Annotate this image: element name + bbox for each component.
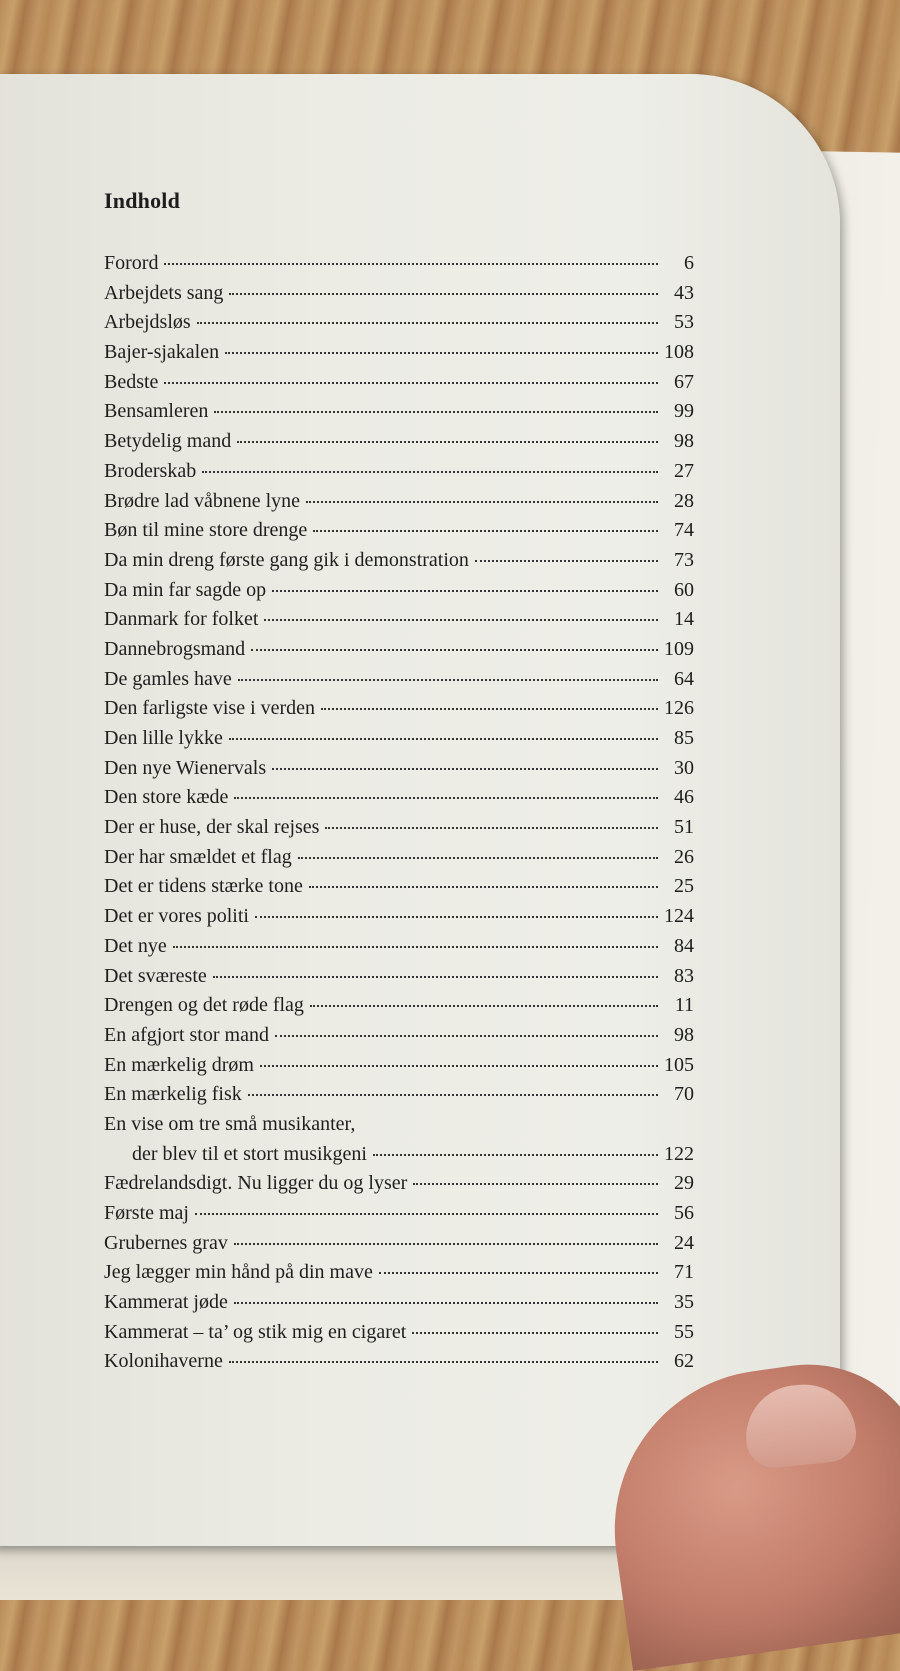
toc-entry-label: Det er vores politi xyxy=(104,905,249,928)
toc-entry-page: 25 xyxy=(674,875,694,898)
toc-entry xyxy=(104,1051,694,1081)
toc-entry xyxy=(104,457,694,487)
leader-dots xyxy=(272,590,658,592)
toc-entry-label: En afgjort stor mand xyxy=(104,1023,269,1046)
toc-entry-label: Den store kæde xyxy=(104,786,229,809)
toc-entry xyxy=(104,516,694,546)
toc-entry-page: 85 xyxy=(674,727,694,749)
leader-dots xyxy=(173,946,658,948)
toc-entry-page: 35 xyxy=(674,1291,694,1314)
toc-entry-label: Bajer-sjakalen xyxy=(104,341,220,364)
toc-entry xyxy=(104,427,694,457)
toc-entry-label: En mærkelig fisk xyxy=(104,1083,242,1106)
leader-dots xyxy=(238,679,658,681)
toc-entry-page: 56 xyxy=(674,1202,694,1224)
toc-entry xyxy=(104,843,694,873)
toc-entry xyxy=(104,249,694,279)
toc-entry-label: Bedste xyxy=(104,370,159,393)
leader-dots xyxy=(325,827,658,829)
toc-entry xyxy=(104,1347,694,1377)
toc-entry-label: Der har smældet et flag xyxy=(104,845,292,868)
toc-entry-label: En vise om tre små musikanter, xyxy=(104,1112,356,1135)
toc-entry-label: Den lille lykke xyxy=(104,727,223,749)
toc-entry-label: Da min dreng første gang gik i demonstration xyxy=(104,548,469,571)
toc-entry-label: Forord xyxy=(104,252,159,274)
leader-dots xyxy=(412,1332,658,1334)
toc-entry xyxy=(104,338,694,368)
toc-entry-page: 51 xyxy=(674,816,694,839)
toc-entry-page: 73 xyxy=(674,548,694,571)
toc-entry xyxy=(104,1318,694,1348)
toc-entry-page: 30 xyxy=(674,756,694,779)
toc-entry-page: 84 xyxy=(674,934,694,957)
toc-entry xyxy=(104,932,694,962)
toc-entry-page: 83 xyxy=(674,964,694,987)
toc-entry-label: Kammerat – ta’ og stik mig en cigaret xyxy=(104,1320,407,1343)
toc-entry xyxy=(104,1288,694,1318)
toc-entry xyxy=(104,1080,694,1110)
toc-entry-page: 98 xyxy=(674,430,694,453)
leader-dots xyxy=(413,1183,658,1185)
table-of-contents xyxy=(104,188,694,1377)
toc-entry-page: 11 xyxy=(674,994,694,1017)
toc-entry-page: 108 xyxy=(664,341,694,364)
leader-dots xyxy=(195,1213,658,1215)
leader-dots xyxy=(260,1065,658,1067)
toc-entry-page: 14 xyxy=(674,608,694,631)
leader-dots xyxy=(234,1302,658,1304)
leader-dots xyxy=(229,1361,658,1363)
toc-entry xyxy=(104,783,694,813)
toc-entry-label: Broderskab xyxy=(104,459,197,482)
toc-entry-label: Danmark for folket xyxy=(104,608,259,631)
toc-entry-page: 27 xyxy=(674,459,694,482)
leader-dots xyxy=(306,501,658,503)
toc-entry xyxy=(104,991,694,1021)
toc-entry xyxy=(104,368,694,398)
toc-entry-label: Bensamleren xyxy=(104,400,209,423)
toc-entry-page: 70 xyxy=(674,1083,694,1106)
toc-entry-page: 60 xyxy=(674,578,694,601)
toc-entry-label: Den farligste vise i verden xyxy=(104,697,316,720)
toc-entry-label: Bøn til mine store drenge xyxy=(104,519,308,542)
toc-entry xyxy=(104,754,694,784)
toc-entry-label: der blev til et stort musikgeni xyxy=(132,1142,367,1165)
toc-entry-label: Arbejdets sang xyxy=(104,281,224,304)
toc-entry-page: 71 xyxy=(674,1261,694,1284)
toc-entry xyxy=(104,665,694,695)
toc-entry xyxy=(104,1169,694,1199)
toc-entry-page: 53 xyxy=(674,311,694,334)
toc-entry xyxy=(104,813,694,843)
toc-entry xyxy=(104,872,694,902)
toc-entry-page: 64 xyxy=(674,667,694,690)
leader-dots xyxy=(164,382,658,384)
toc-entry-label: Det er tidens stærke tone xyxy=(104,875,303,898)
leader-dots xyxy=(373,1154,658,1156)
leader-dots xyxy=(225,352,658,354)
toc-entry xyxy=(104,397,694,427)
toc-entry xyxy=(104,1021,694,1051)
toc-entry-label: Da min far sagde op xyxy=(104,578,267,601)
leader-dots xyxy=(237,441,658,443)
toc-entry-label: Brødre lad våbnene lyne xyxy=(104,489,301,512)
toc-entry xyxy=(104,962,694,992)
leader-dots xyxy=(234,797,658,799)
toc-entry xyxy=(104,279,694,309)
leader-dots xyxy=(164,263,658,265)
toc-entry xyxy=(104,1140,694,1170)
leader-dots xyxy=(229,738,658,740)
toc-entry-label: Den nye Wienervals xyxy=(104,756,267,779)
toc-entry-page: 28 xyxy=(674,489,694,512)
toc-entry xyxy=(104,724,694,754)
toc-entry-page: 98 xyxy=(674,1023,694,1046)
toc-entry-label: En mærkelig drøm xyxy=(104,1053,254,1076)
page-title: Indhold xyxy=(104,188,181,213)
toc-entry xyxy=(104,1110,694,1140)
toc-entry-page: 26 xyxy=(674,845,694,868)
toc-entry-page: 62 xyxy=(674,1350,694,1373)
toc-entry-page: 55 xyxy=(674,1320,694,1343)
toc-entry-label: Kammerat jøde xyxy=(104,1291,228,1314)
toc-entry-label: Fædrelandsdigt. Nu ligger du og lyser xyxy=(104,1172,408,1195)
toc-entry-label: Grubernes grav xyxy=(104,1231,228,1254)
toc-entry-page: 6 xyxy=(684,252,694,274)
leader-dots xyxy=(272,768,658,770)
leader-dots xyxy=(310,1005,658,1007)
leader-dots xyxy=(202,471,658,473)
leader-dots xyxy=(197,322,658,324)
toc-entry-label: Arbejdsløs xyxy=(104,311,191,334)
leader-dots xyxy=(255,916,658,918)
toc-entry-page: 46 xyxy=(674,786,694,809)
leader-dots xyxy=(298,857,658,859)
toc-entry-page: 122 xyxy=(664,1142,694,1165)
toc-entry-page: 43 xyxy=(674,281,694,304)
toc-entry xyxy=(104,487,694,517)
toc-entry-label: Kolonihaverne xyxy=(104,1350,223,1373)
toc-entry-label: Jeg lægger min hånd på din mave xyxy=(104,1261,373,1284)
leader-dots xyxy=(475,560,658,562)
leader-dots xyxy=(248,1094,658,1096)
leader-dots xyxy=(275,1035,658,1037)
leader-dots xyxy=(321,708,658,710)
leader-dots xyxy=(379,1272,658,1274)
toc-entry-page: 24 xyxy=(674,1231,694,1254)
leader-dots xyxy=(264,619,658,621)
toc-entry-label: Det nye xyxy=(104,934,167,957)
toc-entry-label: Første maj xyxy=(104,1202,189,1224)
toc-entry xyxy=(104,902,694,932)
toc-entry-page: 109 xyxy=(664,637,694,660)
toc-entry xyxy=(104,605,694,635)
toc-entry-label: De gamles have xyxy=(104,667,232,690)
toc-entry-page: 99 xyxy=(674,400,694,423)
toc-entry xyxy=(104,576,694,606)
toc-entry xyxy=(104,1199,694,1229)
toc-entry-page: 67 xyxy=(674,370,694,393)
toc-entry-label: Drengen og det røde flag xyxy=(104,994,304,1017)
toc-entry-page: 126 xyxy=(664,697,694,720)
toc-entry xyxy=(104,308,694,338)
leader-dots xyxy=(309,886,658,888)
leader-dots xyxy=(214,411,658,413)
toc-entry xyxy=(104,1258,694,1288)
leader-dots xyxy=(234,1243,658,1245)
toc-entry-label: Det sværeste xyxy=(104,964,207,987)
toc-entry xyxy=(104,694,694,724)
toc-entry xyxy=(104,546,694,576)
leader-dots xyxy=(313,530,658,532)
toc-entry xyxy=(104,1229,694,1259)
toc-entry-page: 124 xyxy=(664,905,694,928)
toc-entry-label: Betydelig mand xyxy=(104,430,232,453)
toc-entry-label: Der er huse, der skal rejses xyxy=(104,816,320,839)
leader-dots xyxy=(251,649,658,651)
toc-entry-label: Dannebrogsmand xyxy=(104,637,246,660)
toc-entry-page: 74 xyxy=(674,519,694,542)
leader-dots xyxy=(213,976,658,978)
toc-list xyxy=(104,249,694,1377)
leader-dots xyxy=(229,293,658,295)
toc-entry-page: 105 xyxy=(664,1053,694,1076)
toc-entry xyxy=(104,635,694,665)
toc-entry-page: 29 xyxy=(674,1172,694,1195)
